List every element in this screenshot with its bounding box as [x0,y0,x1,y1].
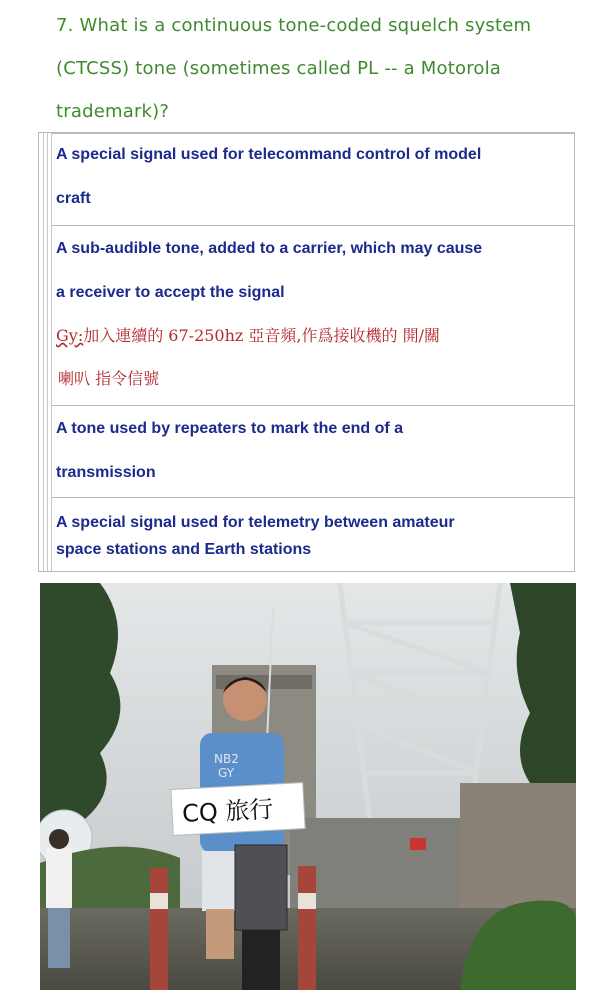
radio-box [235,845,287,930]
option-b-line-2: a receiver to accept the signal [56,284,285,301]
photo-operator-with-antenna [40,583,576,990]
sign-text: CQ 旅行 [181,795,275,828]
option-d-line-2: space stations and Earth stations [56,541,312,558]
svg-text:NB2: NB2 [214,752,239,766]
table-rail [47,133,48,571]
answer-option-b[interactable] [52,225,574,405]
bystander [46,848,72,908]
option-b-note-line-2: 喇叭 指令信號 [58,369,160,388]
answer-option-d[interactable] [52,497,574,573]
note-prefix: Gy: [56,326,84,345]
option-b-line-1: A sub-audible tone, added to a carrier, which may cause [56,240,483,257]
option-c-line-1: A tone used by repeaters to mark the end of a [56,420,404,437]
question-line-2: (CTCSS) tone (sometimes called PL -- a Motorola [56,58,502,79]
note-text: 加入連續的 67-250hz 亞音頻,作爲接收機的 開/關 [83,326,440,345]
option-d-line-1: A special signal used for telemetry between amateur [56,514,455,531]
option-a-line-1: A special signal used for telecommand control of model [56,146,482,163]
option-b-note [56,314,572,357]
question-line-1: 7. What is a continuous tone-coded squelch system [56,15,532,36]
answer-option-c[interactable] [52,405,574,497]
question-line-3: trademark)? [56,101,170,122]
stone-wall [460,783,576,913]
answer-option-a[interactable] [52,133,574,225]
svg-text:GY: GY [218,766,235,780]
option-a-line-2: craft [56,190,91,207]
post-right [298,866,316,990]
table-rail [43,133,44,571]
question-text [56,4,586,133]
answer-options-table [38,132,575,572]
post-left [150,868,168,990]
option-c-line-2: transmission [56,464,156,481]
photo-illustration [40,583,576,990]
